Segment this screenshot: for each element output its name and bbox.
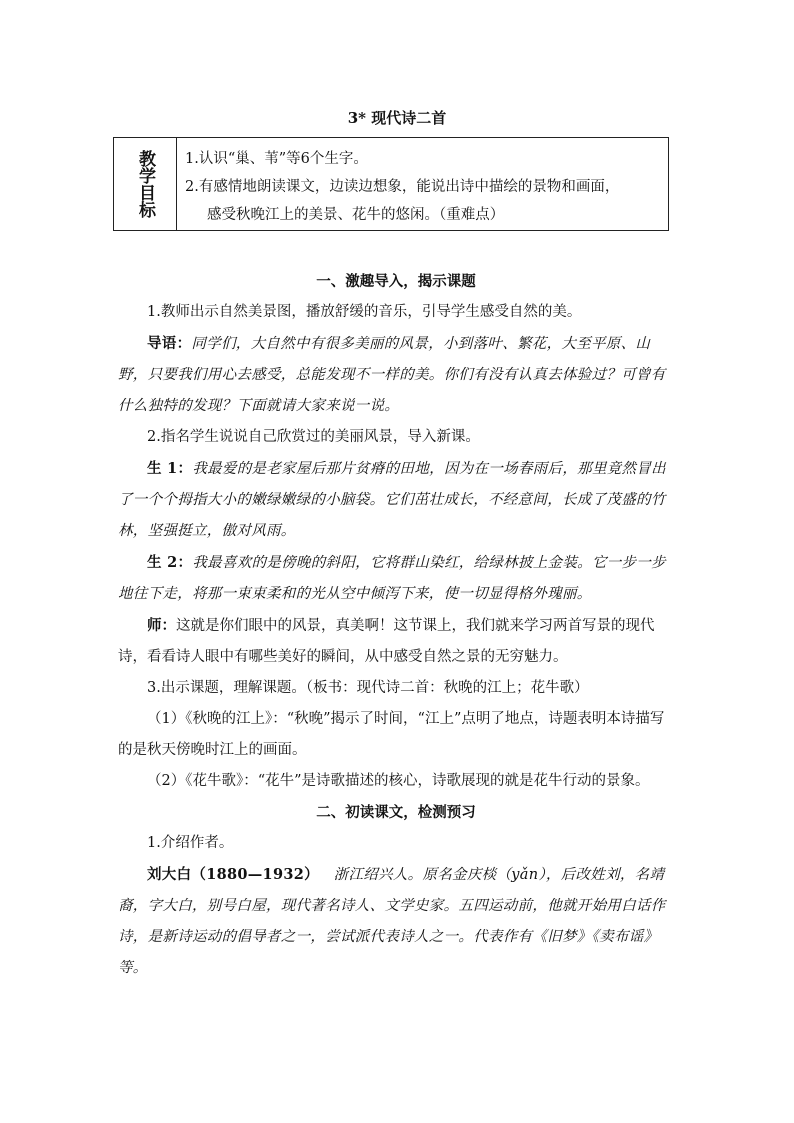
student2-answer xyxy=(118,547,674,610)
section1-heading: 一、激趣导入，揭示课题 xyxy=(316,273,476,290)
student2-text: 我最喜欢的是傍晚的斜阳，它将群山染红，给绿林披上金装。它一步一步地往下走，将那一束束柔和的光从空中倾泻下来，使一切显得格外瑰丽。 xyxy=(118,555,666,602)
student1-label: 生 1： xyxy=(147,460,193,477)
teaching-goals-table xyxy=(113,137,669,231)
student2-label: 生 2： xyxy=(147,554,193,571)
teacher-speech xyxy=(118,610,674,673)
intro-speech-text: 同学们，大自然中有很多美丽的风景，小到落叶、繁花，大至平原、山野，只要我们用心去感受，总能发现不一样的美。你们有没有认真去体验过？可曾有什么独特的发现？下面就请大家来说一说。 xyxy=(118,336,666,414)
section2-p1: 1.介绍作者。 xyxy=(147,835,234,851)
author-bio: 浙江绍兴人。原名金庆棪（yǎn），后改姓刘，名靖裔，字大白，别号白屋，现代著名诗人、文学史家。五四运动前，他就开始用白话作诗，是新诗运动的倡导者之一，尝试派代表诗人之一。代表作有《旧梦》《卖布谣》等。 xyxy=(118,867,666,976)
goals-label: 教学目标 xyxy=(135,150,155,218)
teacher-label: 师： xyxy=(147,617,176,634)
goal-item-2: 2.有感情地朗读课文，边读边想象，能说出诗中描绘的景物和画面， xyxy=(185,179,620,195)
author-name: 刘大白（1880—1932） xyxy=(147,866,319,883)
student1-text: 我最爱的是老家屋后那片贫瘠的田地，因为在一场春雨后，那里竟然冒出了一个个拇指大小的嫩绿嫩绿的小脑袋。它们茁壮成长，不经意间，长成了茂盛的竹林，坚强挺立，傲对风雨。 xyxy=(118,461,666,539)
goals-label-cell xyxy=(114,138,177,230)
section1-p7: 3.出示课题，理解课题。（板书：现代诗二首：秋晚的江上；花牛歌） xyxy=(147,680,589,696)
goal-item-2-cont: 感受秋晚江上的美景、花牛的悠闲。（重难点） xyxy=(207,207,505,223)
goals-content-cell xyxy=(177,138,668,230)
section2-heading: 二、初读课文，检测预习 xyxy=(316,804,476,821)
page-title: 3* 现代诗二首 xyxy=(347,109,447,127)
lesson-content xyxy=(118,266,674,984)
section1-p8: （1）《秋晚的江上》：“秋晚”揭示了时间，“江上”点明了地点，诗题表明本诗描写的是秋天傍晚时江上的画面。 xyxy=(118,711,665,758)
intro-speech-label: 导语： xyxy=(147,335,192,352)
teacher-text: 这就是你们眼中的风景，真美啊！这节课上，我们就来学习两首写景的现代诗，看看诗人眼中有哪些美好的瞬间，从中感受自然之景的无穷魅力。 xyxy=(118,618,655,665)
author-intro xyxy=(118,859,674,984)
goal-item-1: 1.认识“巢、苇”等6个生字。 xyxy=(185,151,368,167)
section1-p9: （2）《花牛歌》：“花牛”是诗歌描述的核心，诗歌展现的就是花牛行动的景象。 xyxy=(147,773,650,789)
section1-p1: 1.教师出示自然美景图，播放舒缓的音乐，引导学生感受自然的美。 xyxy=(147,304,582,320)
intro-speech xyxy=(118,328,674,422)
student1-answer xyxy=(118,453,674,547)
section1-p3: 2.指名学生说说自己欣赏过的美丽风景，导入新课。 xyxy=(147,429,480,445)
